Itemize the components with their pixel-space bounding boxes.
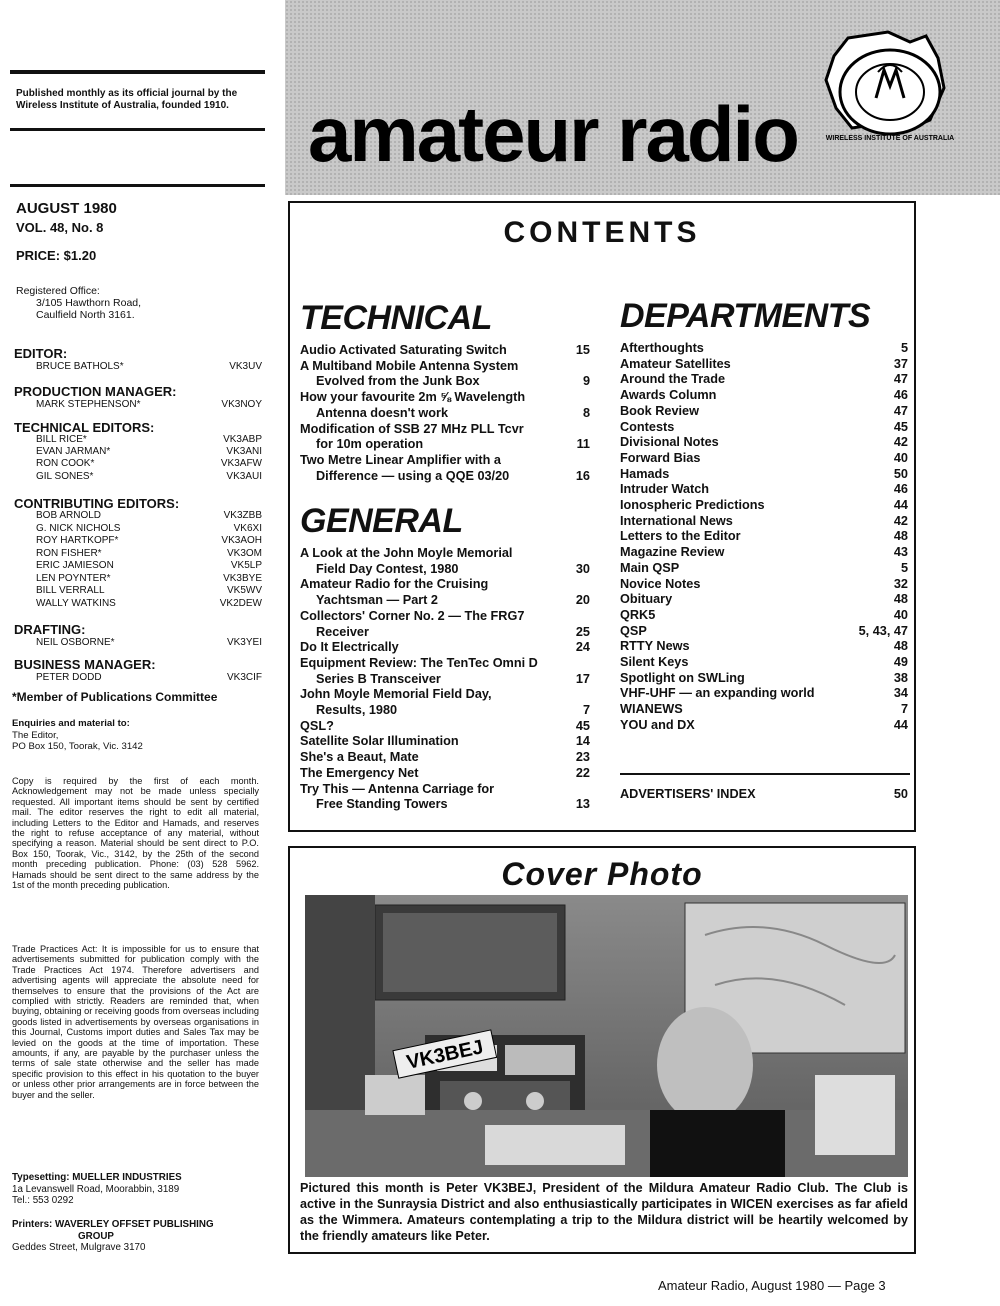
- advertisers-rule: [620, 773, 910, 775]
- radio-shack-photo-icon: [305, 895, 908, 1177]
- departments-list: [620, 341, 908, 734]
- staff-row: BILL RICE* VK3ABP: [36, 434, 262, 445]
- toc-entry[interactable]: QSL? 45: [300, 718, 590, 733]
- toc-entry[interactable]: Amateur Satellites 37: [620, 356, 908, 371]
- publisher-note: Published monthly as its official journal by the Wireless Institute of Australia, founded 1910.: [16, 88, 238, 111]
- technical-editors-heading: TECHNICAL EDITORS:: [14, 420, 155, 435]
- toc-entry[interactable]: WIANEWS 7: [620, 702, 908, 717]
- enquiries-line2: PO Box 150, Toorak, Vic. 3142: [12, 741, 143, 752]
- wia-logo-icon: [818, 28, 956, 148]
- cover-caption: Pictured this month is Peter VK3BEJ, President of the Mildura Amateur Radio Club. The Club is active in the Sunraysia District and also enthusiastically participates in WICEN exercises as far afield as the Wimmera. Amateurs contemplating a trip to the Mildura district will be heartily welcomed by the friendly amateurs like Peter.: [300, 1181, 908, 1243]
- staff-row: BOB ARNOLD VK3ZBB: [36, 510, 262, 521]
- rule-above-issue: [10, 184, 265, 187]
- toc-entry[interactable]: Afterthoughts 5: [620, 341, 908, 355]
- staff-row: WALLY WATKINS VK2DEW: [36, 598, 262, 609]
- staff-row: RON COOK* VK3AFW: [36, 458, 262, 469]
- staff-row: PETER DODD VK3CIF: [36, 672, 262, 683]
- toc-entry[interactable]: Audio Activated Saturating Switch 15: [300, 343, 590, 357]
- magazine-title: amateur radio: [308, 90, 798, 178]
- general-list: [300, 546, 590, 813]
- staff-row: BRUCE BATHOLS* VK3UV: [36, 361, 262, 372]
- toc-entry[interactable]: Main QSP 5: [620, 560, 908, 575]
- copy-notice: Copy is required by the first of each month. Acknowledgement may not be made unless specially requested. All important items should be sent by certified mail. The editor reserves the right to edit all material, including Letters to the Editor and Hamads, and reserves the right to refuse acceptance of any material, without specifying a reason. Material should be sent direct to P.O. Box 150, Toorak, Vic., 3142, by the 25th of the second month preceding publication. Phone: (03) 528 5962. Hamads should be sent direct to the same address by the 1st of the month preceding publication.: [12, 776, 259, 891]
- rule-under-note: [10, 128, 265, 131]
- enquiries-head: Enquiries and material to:: [12, 718, 130, 729]
- toc-entry[interactable]: Ionospheric Predictions 44: [620, 498, 908, 513]
- toc-entry[interactable]: John Moyle Memorial Field Day, Results, 1980 7: [300, 687, 590, 718]
- technical-heading: TECHNICAL: [300, 299, 492, 337]
- registered-office: [16, 285, 141, 321]
- toc-entry[interactable]: Hamads 50: [620, 466, 908, 481]
- toc-entry[interactable]: A Multiband Mobile Antenna System Evolved from the Junk Box 9: [300, 358, 590, 389]
- staff-row: NEIL OSBORNE* VK3YEI: [36, 637, 262, 648]
- typesetting-head: Typesetting: MUELLER INDUSTRIES: [12, 1172, 182, 1183]
- staff-row: G. NICK NICHOLS VK6XI: [36, 523, 262, 534]
- contributing-editors-heading: CONTRIBUTING EDITORS:: [14, 496, 180, 511]
- toc-entry[interactable]: International News 42: [620, 513, 908, 528]
- toc-entry[interactable]: Contests 45: [620, 419, 908, 434]
- enquiries: [12, 718, 262, 753]
- office-line1: 3/105 Hawthorn Road,: [36, 297, 142, 309]
- typesetting: [12, 1172, 262, 1207]
- typesetting-line1: 1a Levanswell Road, Moorabbin, 3189: [12, 1183, 180, 1195]
- staff-row: GIL SONES* VK3AUI: [36, 471, 262, 482]
- toc-entry[interactable]: RTTY News 48: [620, 639, 908, 654]
- toc-entry[interactable]: Satellite Solar Illumination 14: [300, 734, 590, 749]
- toc-entry[interactable]: Silent Keys 49: [620, 655, 908, 670]
- toc-entry[interactable]: Letters to the Editor 48: [620, 529, 908, 544]
- staff-row: MARK STEPHENSON* VK3NOY: [36, 399, 262, 410]
- logo-text: WIRELESS INSTITUTE OF AUSTRALIA: [825, 135, 955, 142]
- office-label: Registered Office:: [16, 285, 100, 297]
- toc-entry[interactable]: YOU and DX 44: [620, 717, 908, 732]
- toc-entry[interactable]: Magazine Review 43: [620, 545, 908, 560]
- trade-practices-notice: Trade Practices Act: It is impossible for us to ensure that advertisements submitted for publication comply with the Trade Practices Act 1974. Therefore advertisers and advertising agents will appreciate the absolute need for themselves to ensure that the provisions of the Act are complied with strictly. Readers are reminded that, when buying, obtaining or receiving goods from overseas including goods listed in advertisements by overseas organisations in this Journal, Customs import duties and Sales Tax may be levied on the goods at the time of importation. These amounts, if any, are payable by the purchaser unless the terms of sale state otherwise and the seller has made specific provision to this effect in his quotation to the buyer or unless other prior arrangements are in force between the buyer and the seller.: [12, 944, 259, 1100]
- toc-entry[interactable]: Novice Notes 32: [620, 576, 908, 591]
- toc-entry[interactable]: Spotlight on SWLing 38: [620, 670, 908, 685]
- toc-entry[interactable]: The Emergency Net 22: [300, 765, 590, 780]
- toc-entry[interactable]: A Look at the John Moyle Memorial Field Day Contest, 1980 30: [300, 546, 590, 576]
- toc-entry[interactable]: Divisional Notes 42: [620, 435, 908, 450]
- toc-entry[interactable]: Book Review 47: [620, 403, 908, 418]
- top-rule: [10, 70, 265, 74]
- staff-row: EVAN JARMAN* VK3ANI: [36, 446, 262, 457]
- toc-entry[interactable]: QSP 5, 43, 47: [620, 623, 908, 638]
- staff-row: LEN POYNTER* VK3BYE: [36, 573, 262, 584]
- toc-entry[interactable]: How your favourite 2m ⅝ Wavelength Antenna doesn't work 8: [300, 390, 590, 420]
- typesetting-line2: Tel.: 553 0292: [12, 1195, 74, 1206]
- drafting-heading: DRAFTING:: [14, 622, 86, 637]
- toc-entry[interactable]: Intruder Watch 46: [620, 482, 908, 497]
- issue-volume: VOL. 48, No. 8: [16, 220, 104, 235]
- toc-entry[interactable]: Collectors' Corner No. 2 — The FRG7 Receiver 25: [300, 608, 590, 639]
- toc-entry[interactable]: Around the Trade 47: [620, 372, 908, 387]
- cover-photo-title: Cover Photo: [501, 856, 703, 892]
- toc-entry[interactable]: Modification of SSB 27 MHz PLL Tcvr for 10m operation 11: [300, 421, 590, 452]
- toc-entry[interactable]: Equipment Review: The TenTec Omni D Series B Transceiver 17: [300, 655, 590, 686]
- technical-list: [300, 343, 590, 484]
- page-footer: Amateur Radio, August 1980 — Page 3: [658, 1278, 886, 1293]
- staff-row: RON FISHER* VK3OM: [36, 548, 262, 559]
- issue-price: PRICE: $1.20: [16, 248, 97, 263]
- printers-line1: Geddes Street, Mulgrave 3170: [12, 1242, 146, 1253]
- toc-entry[interactable]: Two Metre Linear Amplifier with a Difference — using a QQE 03/20 16: [300, 452, 590, 483]
- toc-entry[interactable]: Forward Bias 40: [620, 450, 908, 465]
- staff-row: ERIC JAMIESON VK5LP: [36, 560, 262, 571]
- license-plate-text: VK3BEJ: [404, 1036, 486, 1074]
- enquiries-line1: The Editor,: [12, 729, 59, 741]
- toc-entry[interactable]: Do It Electrically 24: [300, 640, 590, 655]
- staff-row: ROY HARTKOPF* VK3AOH: [36, 535, 262, 546]
- departments-heading: DEPARTMENTS: [620, 297, 871, 335]
- printers: [12, 1219, 262, 1254]
- member-note: *Member of Publications Committee: [12, 690, 218, 704]
- cover-photo: [305, 895, 908, 1177]
- issue-month: AUGUST 1980: [16, 200, 117, 217]
- toc-entry[interactable]: Awards Column 46: [620, 388, 908, 403]
- staff-row: BILL VERRALL VK5WV: [36, 585, 262, 596]
- toc-entry[interactable]: Amateur Radio for the Cruising Yachtsman — Part 2 20: [300, 577, 590, 608]
- toc-entry[interactable]: QRK5 40: [620, 607, 908, 622]
- toc-entry[interactable]: She's a Beaut, Mate 23: [300, 750, 590, 765]
- toc-entry[interactable]: Obituary 48: [620, 592, 908, 607]
- printers-head: Printers: WAVERLEY OFFSET PUBLISHING: [12, 1219, 214, 1230]
- issue-info: [16, 199, 117, 237]
- editor-heading: EDITOR:: [14, 346, 68, 361]
- general-heading: GENERAL: [300, 502, 463, 540]
- toc-entry[interactable]: VHF-UHF — an expanding world 34: [620, 686, 908, 701]
- printers-head2: GROUP: [78, 1230, 114, 1242]
- office-line2: Caulfield North 3161.: [36, 309, 135, 321]
- business-heading: BUSINESS MANAGER:: [14, 657, 156, 672]
- contents-title: CONTENTS: [503, 216, 701, 249]
- toc-entry[interactable]: Try This — Antenna Carriage for Free Standing Towers 13: [300, 781, 590, 812]
- advertisers-index[interactable]: ADVERTISERS' INDEX 50: [620, 787, 908, 801]
- production-heading: PRODUCTION MANAGER:: [14, 384, 177, 399]
